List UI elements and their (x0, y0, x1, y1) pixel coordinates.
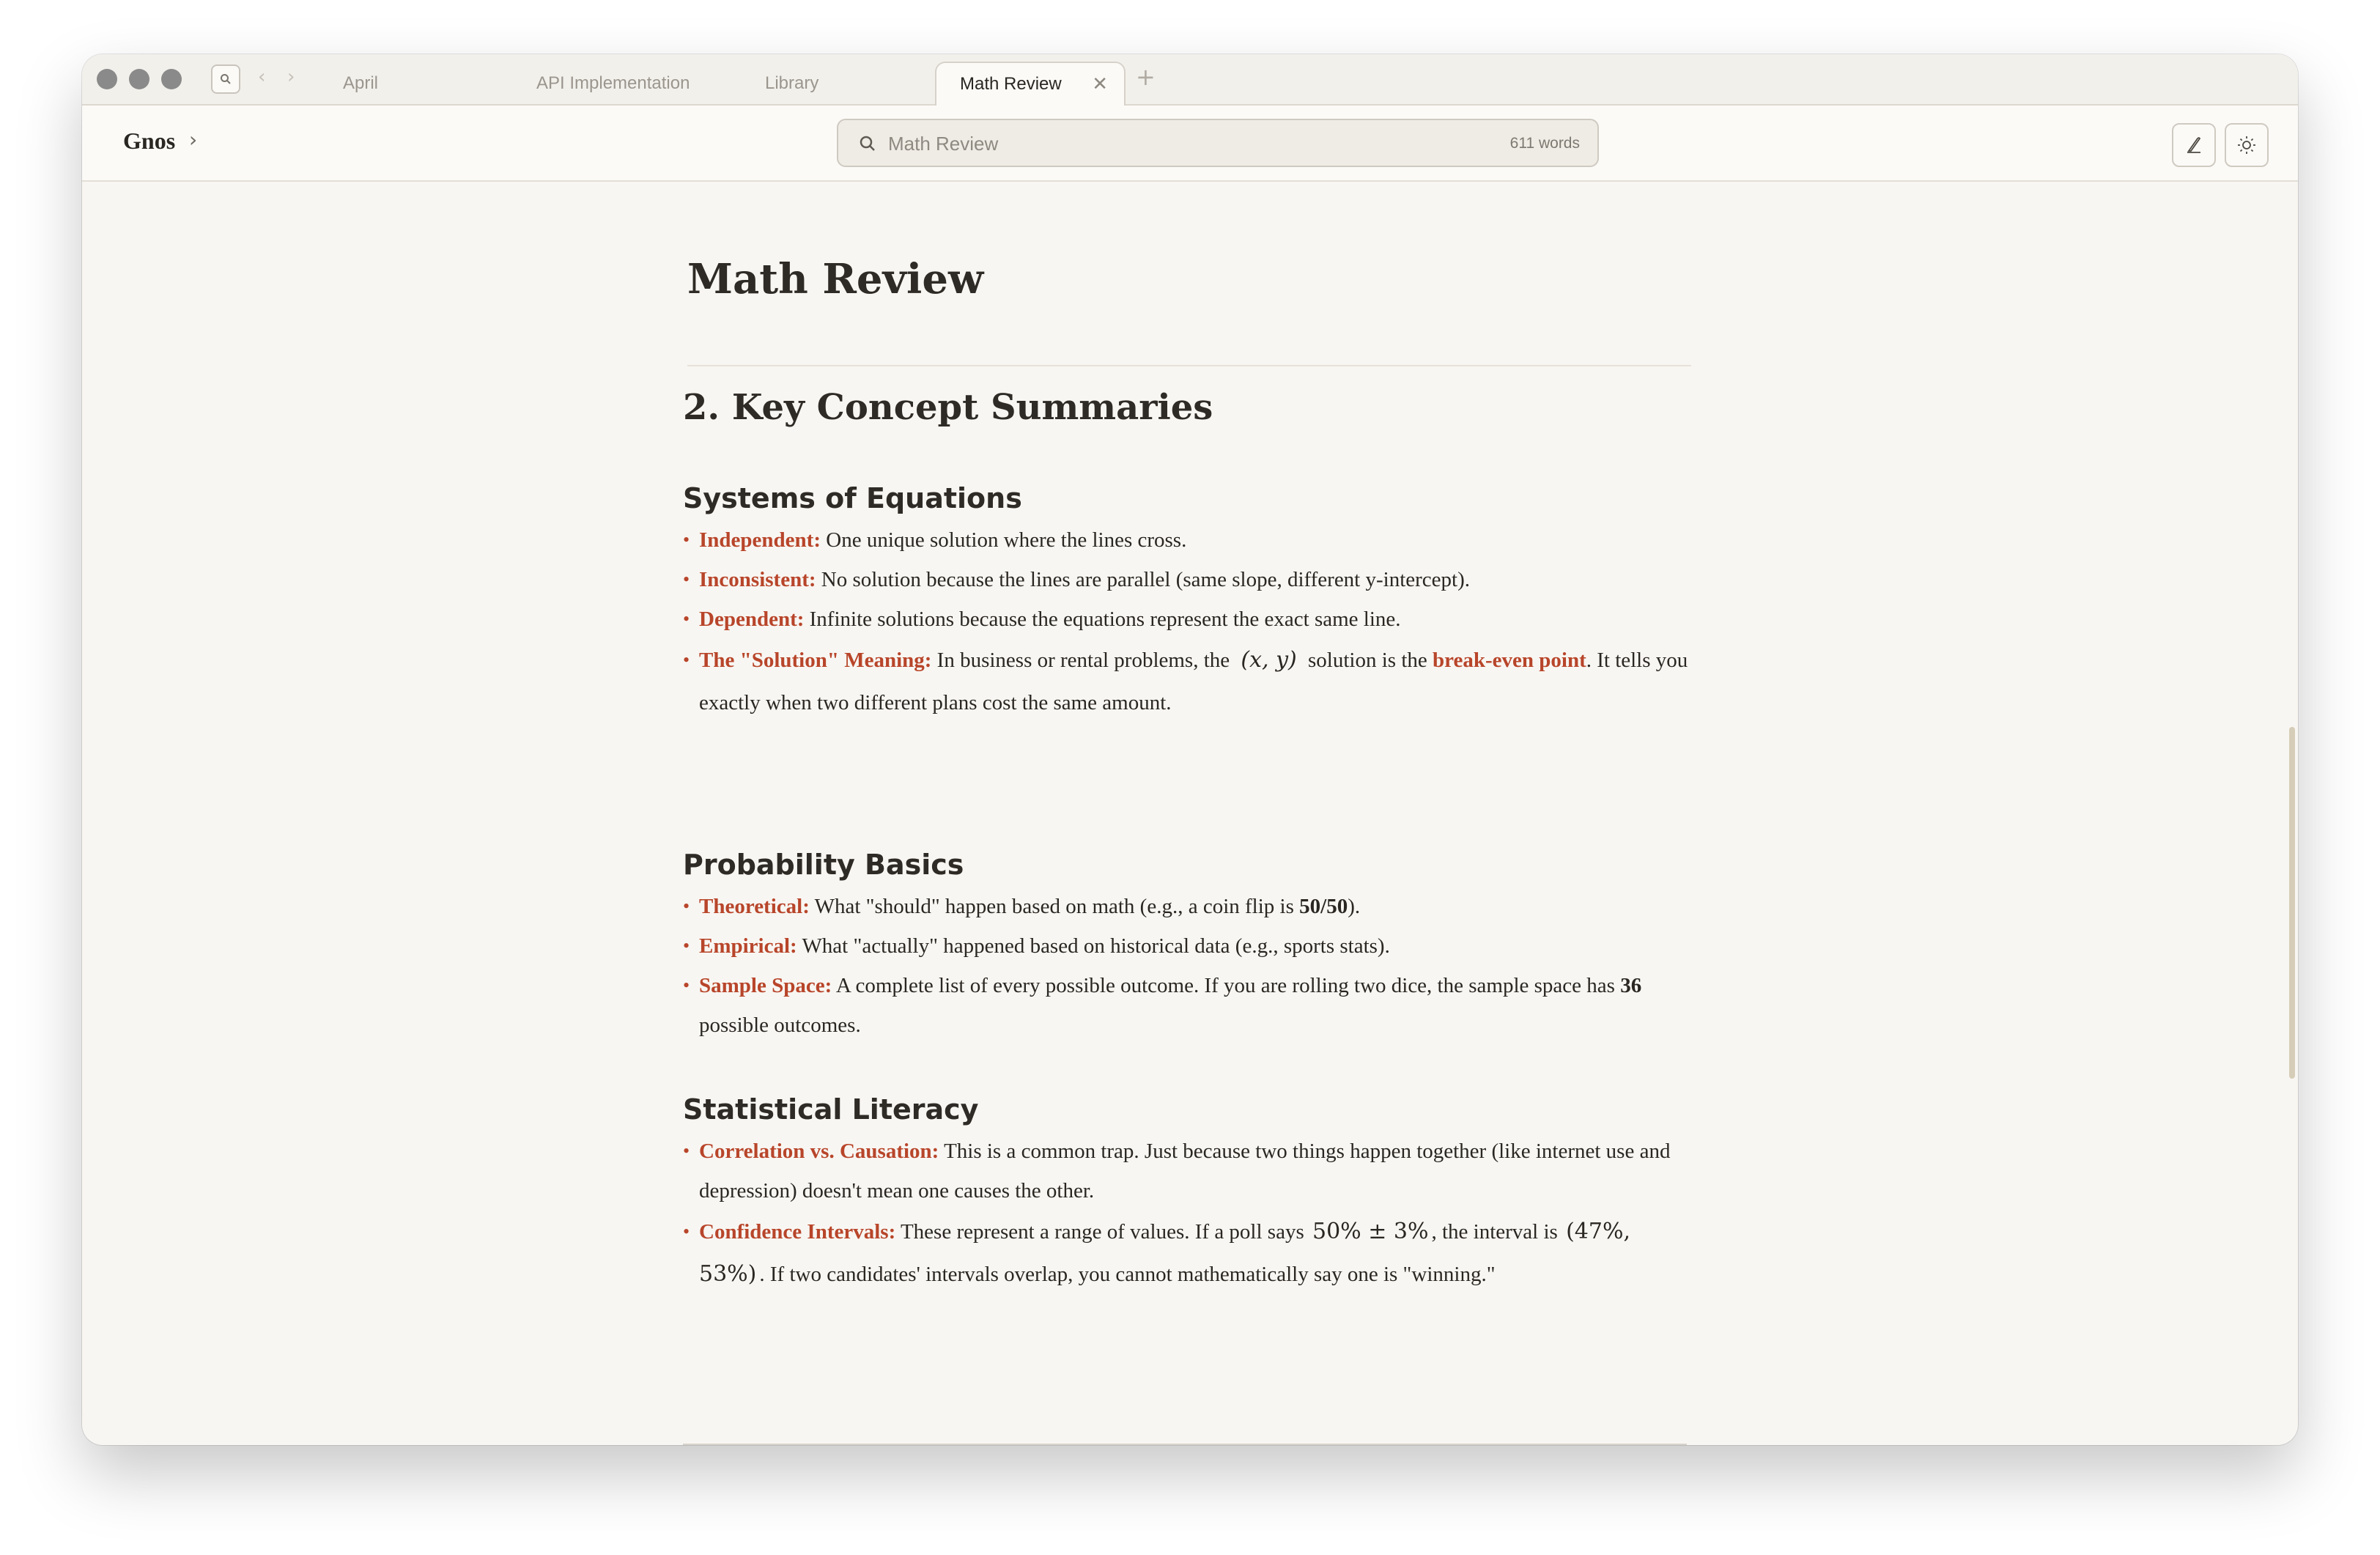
definition: These represent a range of values. If a poll says (900, 1220, 1304, 1244)
definition: possible outcomes. (699, 1013, 861, 1037)
list-item (683, 1131, 1688, 1211)
back-icon[interactable]: ‹ (258, 66, 266, 88)
search-query: Math Review (888, 133, 999, 155)
scrollbar-thumb[interactable] (2289, 727, 2295, 1079)
tab-april[interactable] (343, 62, 504, 106)
definition: , the interval is (1431, 1220, 1558, 1244)
title-divider (687, 365, 1691, 366)
list-item (683, 520, 1688, 560)
edit-button[interactable] (2172, 123, 2216, 167)
tab-label: Math Review (960, 74, 1062, 94)
list-item (683, 599, 1688, 639)
close-icon[interactable]: ✕ (1092, 73, 1108, 95)
term-sample-space: Sample Space: (699, 974, 832, 997)
list-item (683, 887, 1688, 926)
close-window-button[interactable] (97, 69, 117, 89)
statistics-list (683, 1131, 1688, 1296)
workspace-name[interactable]: Gnos (123, 128, 176, 154)
value: 50/50 (1299, 895, 1348, 918)
forward-icon[interactable]: › (287, 66, 295, 88)
app-window (82, 54, 2298, 1445)
math-expression: (x, y) (1241, 647, 1297, 673)
systems-list (683, 520, 1688, 724)
zoom-window-button[interactable] (161, 69, 182, 89)
search-icon (219, 73, 232, 86)
highlight-break-even-point: break-even point (1433, 649, 1586, 672)
heading-probability-basics: Probability Basics (683, 849, 964, 881)
definition: This is a common trap. Just because two things happen together (like internet use and depression) doesn't mean one causes the other. (699, 1140, 1671, 1203)
search-input[interactable] (837, 119, 1599, 167)
term-solution-meaning: The "Solution" Meaning: (699, 649, 932, 672)
chevron-right-icon[interactable]: › (189, 128, 198, 152)
list-item (683, 560, 1688, 599)
value: 36 (1620, 974, 1642, 997)
search-tabs-button[interactable] (211, 64, 240, 94)
sun-icon (2235, 133, 2258, 157)
term-theoretical: Theoretical: (699, 895, 810, 918)
term-inconsistent: Inconsistent: (699, 568, 816, 591)
term-empirical: Empirical: (699, 934, 797, 958)
tab-strip (82, 54, 2298, 106)
minimize-window-button[interactable] (129, 69, 149, 89)
term-independent: Independent: (699, 528, 821, 552)
definition: . It tells you exactly when two different plans cost the same amount. (699, 649, 1688, 714)
tab-library[interactable] (765, 62, 912, 106)
math-expression: 50% ± 3% (1312, 1219, 1429, 1244)
definition: . If two candidates' intervals overlap, you cannot mathematically say one is "winning." (759, 1263, 1496, 1286)
new-tab-icon[interactable]: + (1136, 63, 1156, 91)
math-expression: (47%, 53%) (699, 1219, 1630, 1287)
word-count: 611 words (1509, 135, 1580, 152)
list-item (683, 639, 1688, 724)
definition: What "should" happen based on math (e.g., a coin flip is (814, 895, 1294, 918)
tab-label: April (343, 73, 379, 93)
definition: One unique solution where the lines cross. (826, 528, 1187, 552)
term-correlation-vs-causation: Correlation vs. Causation: (699, 1140, 939, 1163)
definition: Infinite solutions because the equations represent the exact same line. (809, 607, 1401, 631)
list-item (683, 1211, 1688, 1296)
term-dependent: Dependent: (699, 607, 805, 631)
section-divider (683, 1444, 1687, 1445)
definition: A complete list of every possible outcome. If you are rolling two dice, the sample space has (835, 974, 1615, 997)
heading-statistical-literacy: Statistical Literacy (683, 1093, 979, 1126)
search-icon (857, 133, 878, 154)
definition: solution is the (1308, 649, 1427, 672)
definition: In business or rental problems, the (936, 649, 1230, 672)
definition: What "actually" happened based on historical data (e.g., sports stats). (802, 934, 1390, 958)
document-title[interactable]: Math Review (687, 255, 984, 303)
toolbar (82, 106, 2298, 182)
tab-api-implementation[interactable] (536, 62, 771, 106)
section-heading: 2. Key Concept Summaries (683, 387, 1213, 428)
tab-math-review[interactable] (935, 62, 1126, 106)
probability-list (683, 887, 1688, 1045)
tab-label: API Implementation (536, 73, 690, 93)
list-item (683, 966, 1688, 1045)
tab-label: Library (765, 73, 819, 93)
term-confidence-intervals: Confidence Intervals: (699, 1220, 896, 1244)
list-item (683, 926, 1688, 966)
definition: ). (1348, 895, 1361, 918)
theme-button[interactable] (2225, 123, 2269, 167)
definition: No solution because the lines are parallel (same slope, different y-intercept). (821, 568, 1471, 591)
pen-icon (2182, 133, 2206, 157)
heading-systems-of-equations: Systems of Equations (683, 482, 1022, 514)
